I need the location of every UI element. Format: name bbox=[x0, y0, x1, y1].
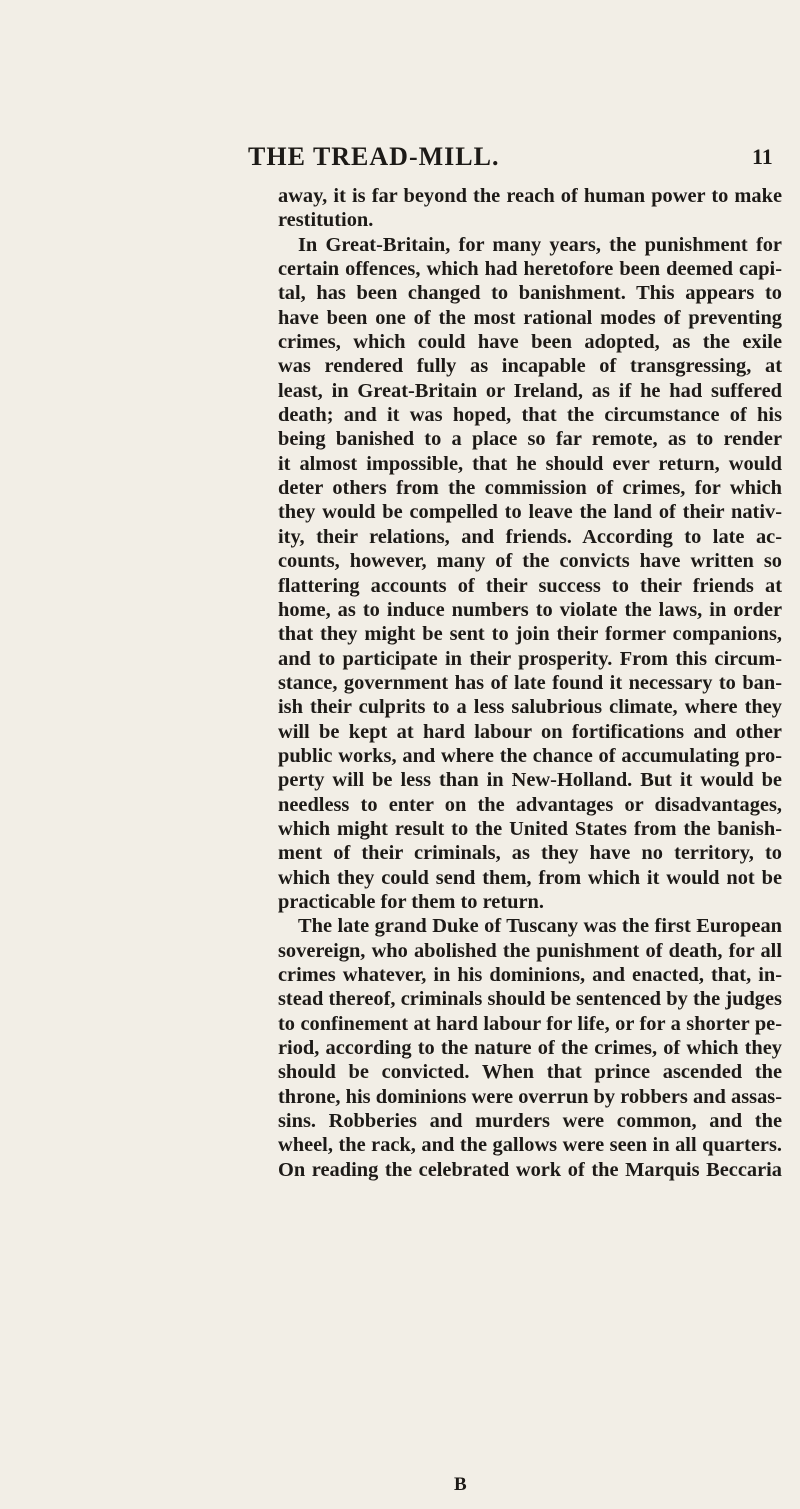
text-line: which might result to the United States from the banish- bbox=[278, 817, 782, 840]
text-line: restitution. bbox=[278, 209, 374, 232]
text-line: perty will be less than in New-Holland. But it would be bbox=[278, 769, 782, 792]
text-line: death; and it was hoped, that the circumstance of his bbox=[278, 404, 782, 427]
text-line: being banished to a place so far remote, as to render bbox=[278, 428, 782, 451]
text-line: stance, government has of late found it necessary to ban- bbox=[278, 671, 782, 694]
text-line: counts, however, many of the convicts have written so bbox=[278, 550, 782, 573]
text-line: practicable for them to return. bbox=[278, 890, 544, 913]
text-line: ish their culprits to a less salubrious climate, where they bbox=[278, 696, 782, 719]
running-head bbox=[0, 142, 800, 182]
running-title: THE TREAD-MILL. bbox=[248, 142, 500, 171]
text-line: and to participate in their prosperity. From this circum- bbox=[278, 647, 782, 670]
text-line: In Great-Britain, for many years, the punishment for bbox=[298, 233, 782, 256]
text-line: stead thereof, criminals should be sentenced by the judges bbox=[278, 988, 782, 1011]
text-line: sovereign, who abolished the punishment of death, for all bbox=[278, 939, 782, 962]
text-line: that they might be sent to join their former companions, bbox=[278, 623, 782, 646]
text-line: will be kept at hard labour on fortifications and other bbox=[278, 720, 782, 743]
text-line: riod, according to the nature of the crimes, of which they bbox=[278, 1037, 782, 1060]
text-line: away, it is far beyond the reach of human power to make bbox=[278, 185, 782, 207]
text-line: home, as to induce numbers to violate the laws, in order bbox=[278, 598, 782, 621]
text-line: have been one of the most rational modes of preventing bbox=[278, 306, 782, 329]
text-line: they would be compelled to leave the land of their nativ- bbox=[278, 501, 782, 524]
text-line: crimes, which could have been adopted, as the exile bbox=[278, 331, 782, 354]
text-line: crimes whatever, in his dominions, and enacted, that, in- bbox=[278, 964, 782, 986]
text-line: The late grand Duke of Tuscany was the first European bbox=[298, 915, 782, 938]
text-line: it almost impossible, that he should ever return, would bbox=[278, 452, 782, 475]
text-line: flattering accounts of their success to their friends at bbox=[278, 574, 782, 597]
text-line: least, in Great-Britain or Ireland, as if he had suffered bbox=[278, 379, 782, 402]
body-text bbox=[278, 184, 782, 1182]
page-number: 11 bbox=[752, 144, 773, 169]
text-line: sins. Robberies and murders were common, and the bbox=[278, 1110, 782, 1133]
text-line: needless to enter on the advantages or disadvantages, bbox=[278, 793, 782, 816]
text-line: which they could send them, from which it would not be bbox=[278, 866, 782, 889]
text-line: was rendered fully as incapable of transgressing, at bbox=[278, 355, 782, 378]
text-line: deter others from the commission of crimes, for which bbox=[278, 477, 782, 500]
text-line: to confinement at hard labour for life, or for a shorter pe- bbox=[278, 1012, 782, 1035]
text-line: ment of their criminals, as they have no territory, to bbox=[278, 842, 782, 865]
text-line: wheel, the rack, and the gallows were seen in all quarters. bbox=[278, 1134, 782, 1157]
text-line: certain offences, which had heretofore been deemed capi- bbox=[278, 258, 782, 281]
signature-mark: B bbox=[454, 1474, 467, 1495]
text-line: On reading the celebrated work of the Marquis Beccaria bbox=[278, 1158, 782, 1181]
text-line: should be convicted. When that prince ascended the bbox=[278, 1061, 782, 1084]
text-line: throne, his dominions were overrun by robbers and assas- bbox=[278, 1085, 782, 1108]
text-line: public works, and where the chance of accumulating pro- bbox=[278, 744, 782, 767]
text-line: ity, their relations, and friends. According to late ac- bbox=[278, 525, 782, 548]
text-line: tal, has been changed to banishment. This appears to bbox=[278, 282, 782, 305]
